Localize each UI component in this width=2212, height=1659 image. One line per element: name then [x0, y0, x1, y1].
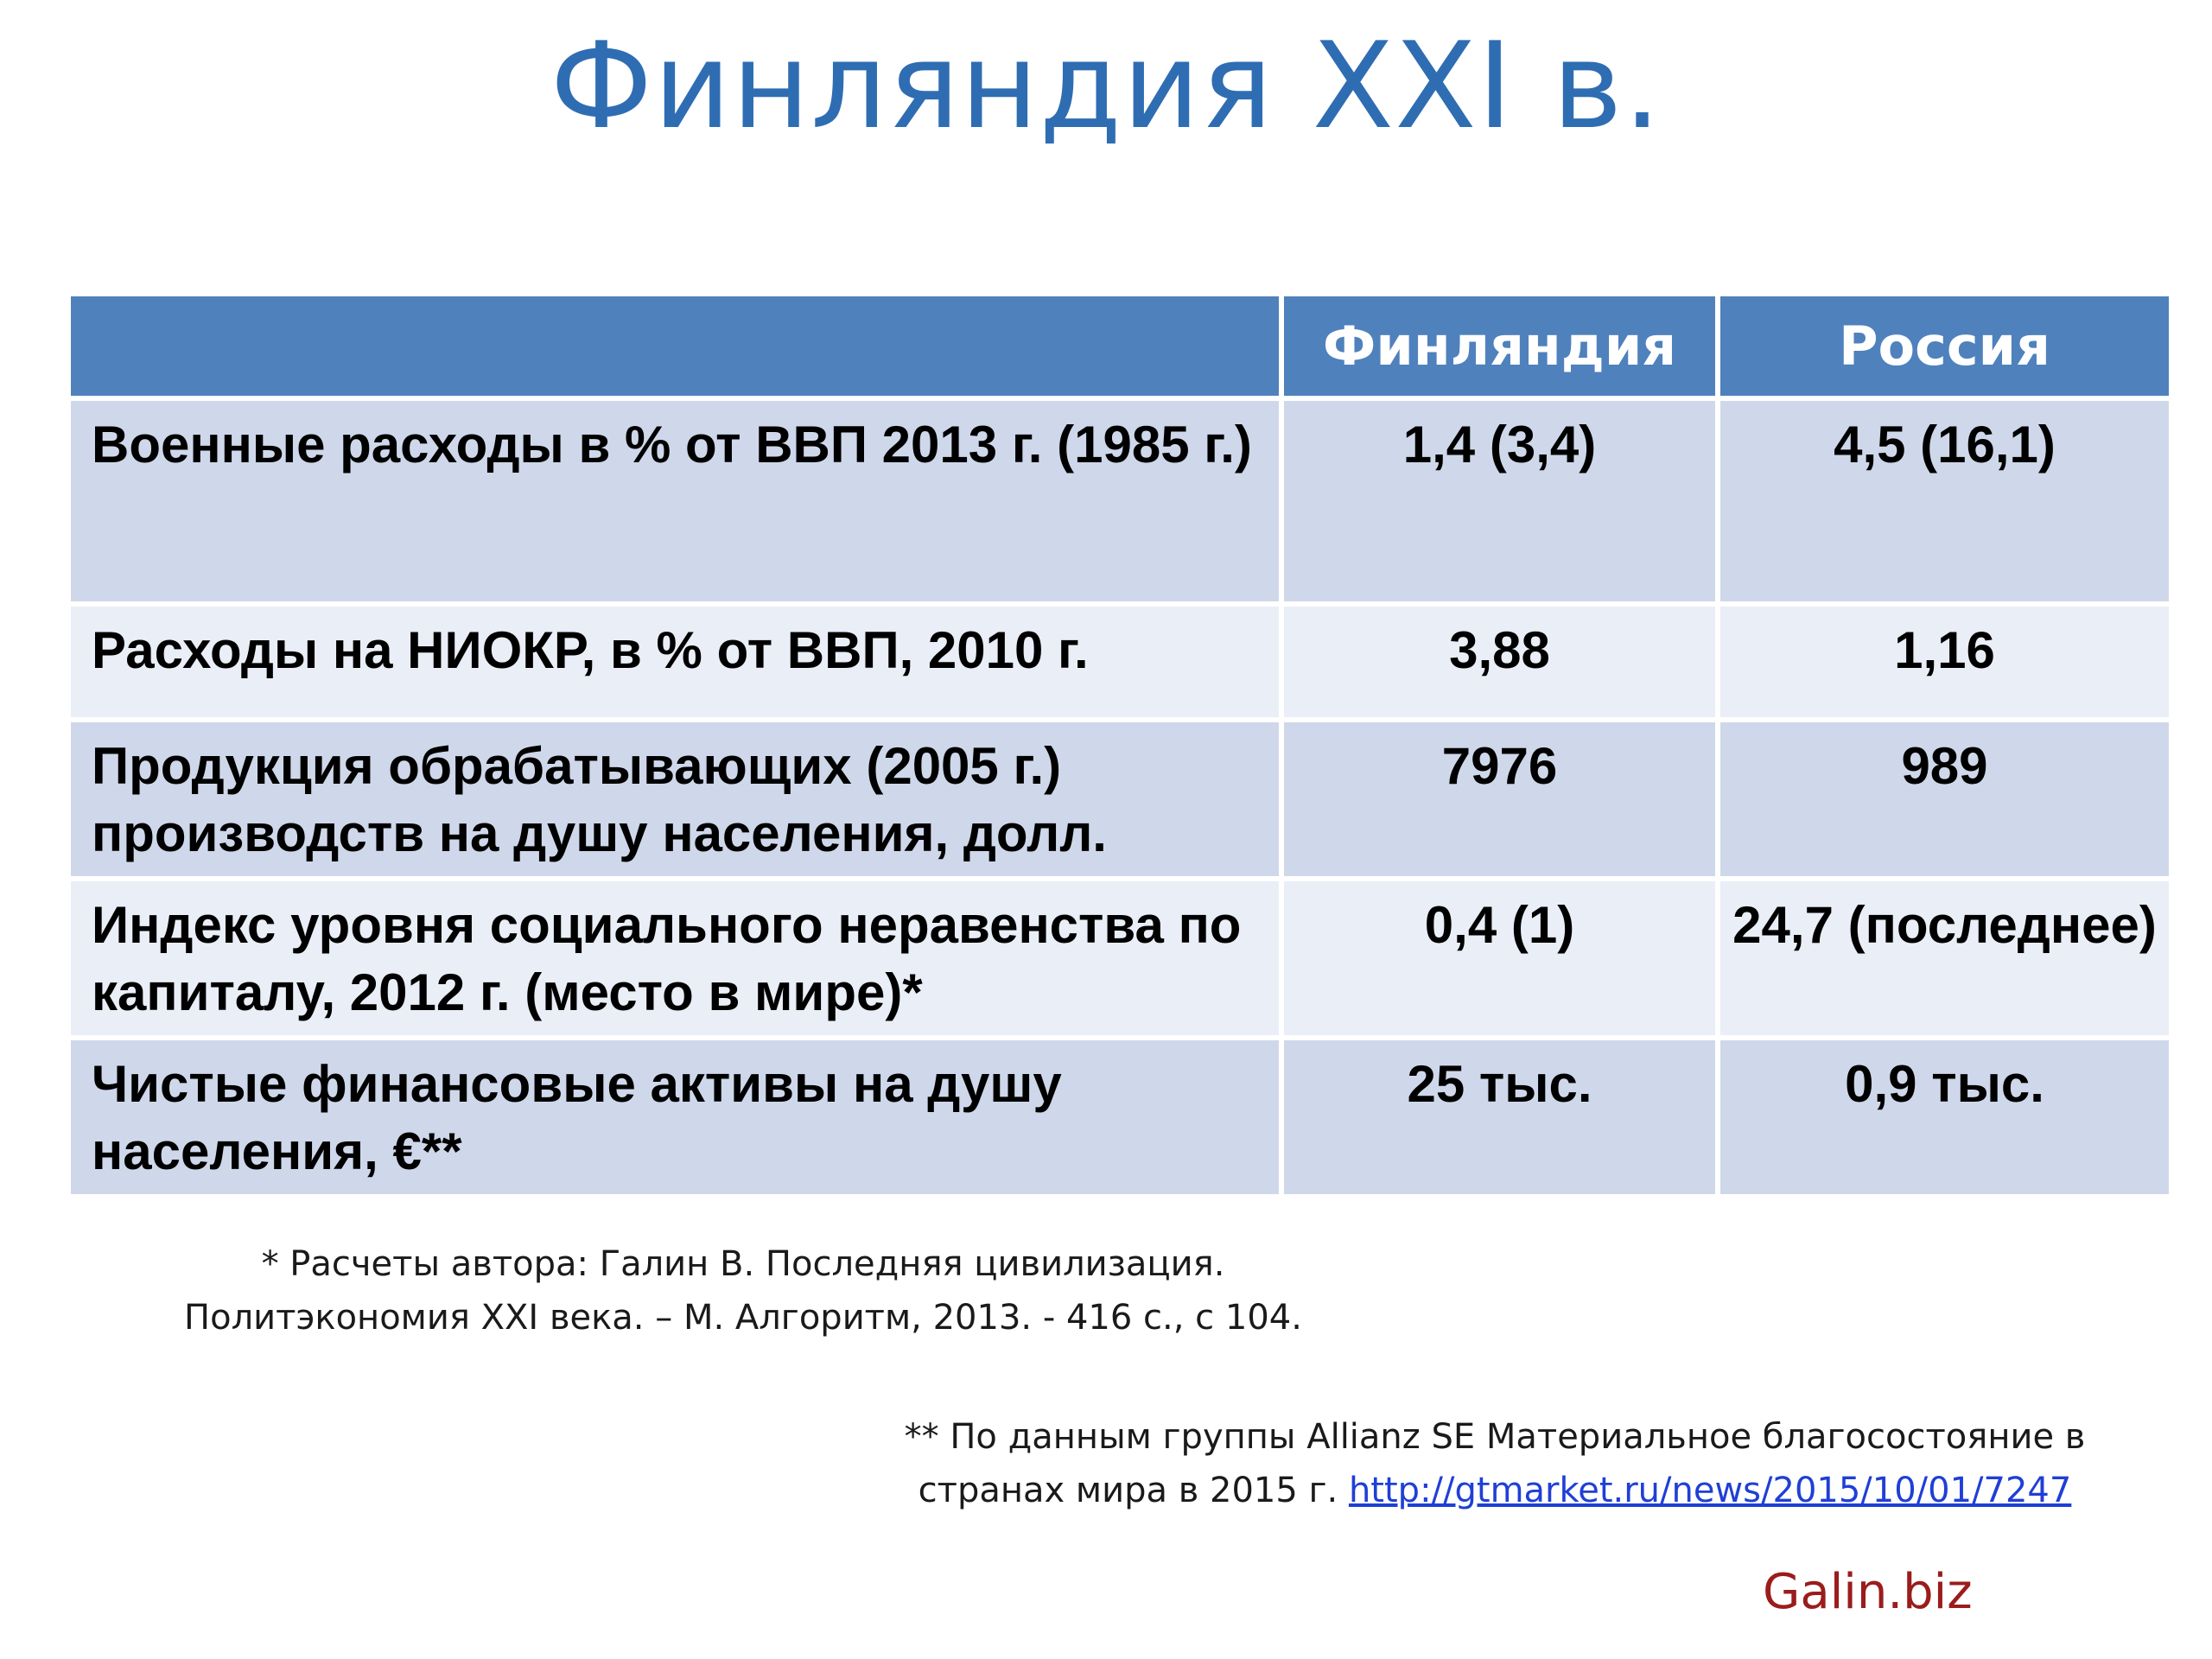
finland-value: 3,88 [1284, 607, 1720, 722]
table-row [71, 1040, 2169, 1199]
comparison-table [71, 296, 2169, 1199]
finland-value: 7976 [1284, 722, 1720, 881]
footnote-allianz-source [873, 1410, 2117, 1517]
finland-value: 1,4 (3,4) [1284, 401, 1720, 607]
comparison-table-container [71, 296, 2169, 1199]
row-label: Военные расходы в % от ВВП 2013 г. (1985 г.) [71, 401, 1284, 607]
row-label: Индекс уровня социального неравенства по капиталу, 2012 г. (место в мире)* [71, 881, 1284, 1040]
footnote-2-line-2 [873, 1464, 2117, 1517]
source-link[interactable]: http://gtmarket.ru/news/2015/10/01/7247 [1348, 1471, 2072, 1510]
footnote-2-prefix: странах мира в 2015 г. [918, 1471, 1349, 1510]
row-label: Продукция обрабатывающих (2005 г.) производств на душу населения, долл. [71, 722, 1284, 881]
brand-watermark: Galin.biz [1763, 1564, 1973, 1620]
header-finland: Финляндия [1284, 296, 1720, 401]
slide-title: Финляндия XXI в. [550, 16, 1662, 156]
footnote-1-line-1: * Расчеты автора: Галин В. Последняя цивилизация. [261, 1244, 1225, 1284]
table-row [71, 607, 2169, 722]
table-row [71, 881, 2169, 1040]
header-russia: Россия [1720, 296, 2169, 401]
russia-value: 989 [1720, 722, 2169, 881]
table-row [71, 401, 2169, 607]
row-label: Расходы на НИОКР, в % от ВВП, 2010 г. [71, 607, 1284, 722]
footnote-2-line-1: ** По данным группы Allianz SE Материальное благосостояние в [904, 1417, 2086, 1457]
table-header-row [71, 296, 2169, 401]
russia-value: 0,9 тыс. [1720, 1040, 2169, 1199]
footnote-1-line-2: Политэкономия XXI века. – М. Алгоритм, 2013. - 416 с., с 104. [184, 1298, 1302, 1338]
row-label: Чистые финансовые активы на душу населения, €** [71, 1040, 1284, 1199]
finland-value: 25 тыс. [1284, 1040, 1720, 1199]
finland-value: 0,4 (1) [1284, 881, 1720, 1040]
header-empty-cell [71, 296, 1284, 401]
footnote-author-calculations [130, 1237, 1357, 1344]
russia-value: 4,5 (16,1) [1720, 401, 2169, 607]
russia-value: 1,16 [1720, 607, 2169, 722]
russia-value: 24,7 (последнее) [1720, 881, 2169, 1040]
table-row [71, 722, 2169, 881]
